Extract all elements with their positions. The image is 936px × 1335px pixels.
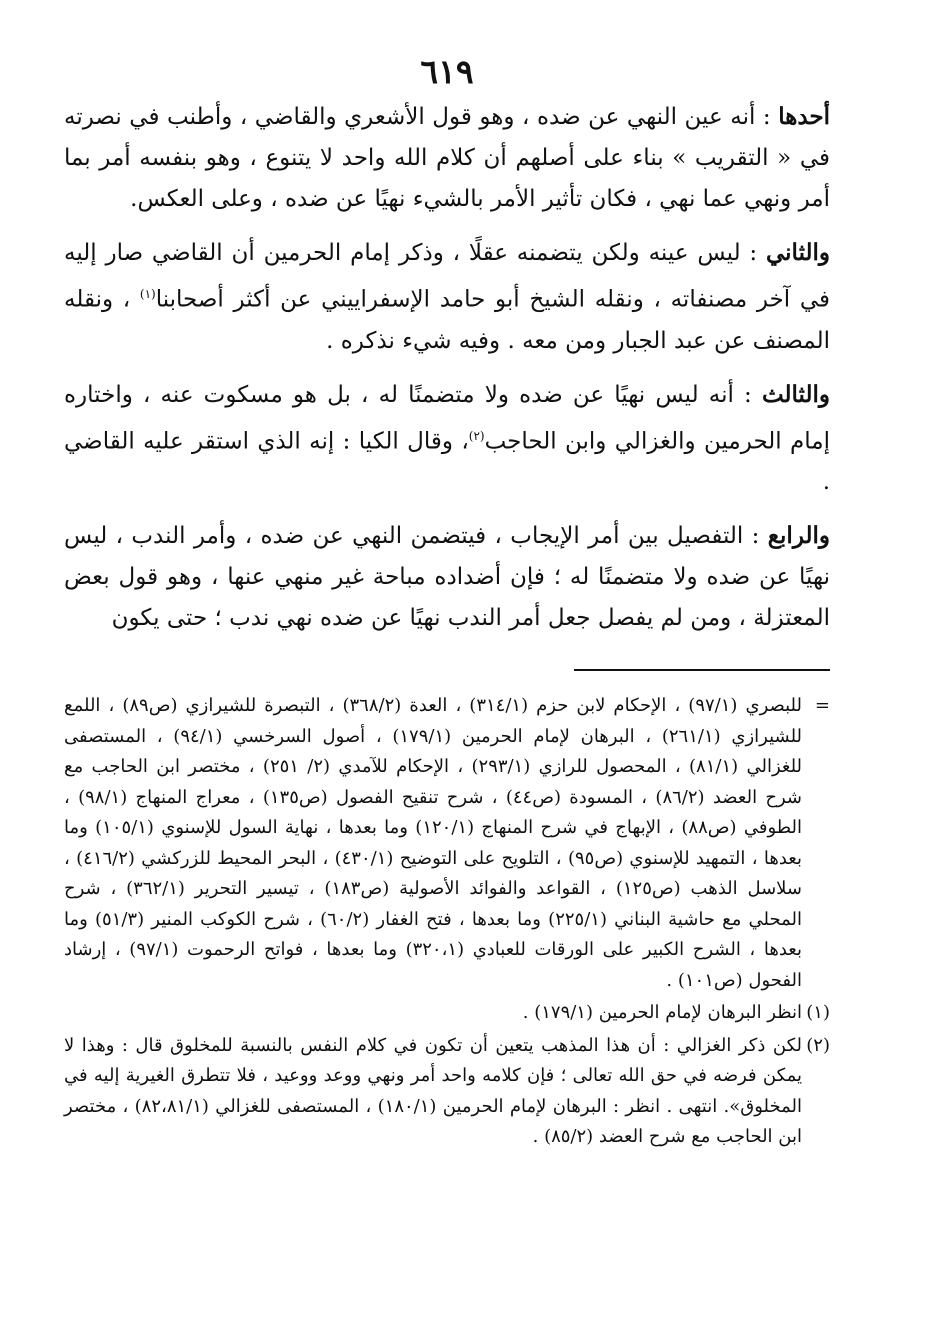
footnotes xyxy=(64,691,830,1153)
paragraph-text: : أنه ليس نهيًا عن ضده ولا متضمنًا له ، بل هو مسكوت عنه ، واختاره إمام الحرمين والغزالي وابن الحاجب xyxy=(64,381,830,455)
paragraph-first-opinion xyxy=(64,96,830,220)
paragraph-fourth-opinion xyxy=(64,515,830,639)
footnote-ref: (١) xyxy=(139,287,156,301)
footnote-text: انظر البرهان لإمام الحرمين (١٧٩/١) . xyxy=(522,1002,802,1024)
paragraph-text: : ليس عينه ولكن يتضمنه عقلًا ، وذكر إمام الحرمين أن القاضي صار إليه في آخر مصنفاته ، ونقله الشيخ أبو حامد الإسفراييني عن أكثر أصحابنا xyxy=(64,240,830,313)
page-number: ٦١٩ xyxy=(420,52,474,91)
footnote-mark: = xyxy=(814,695,830,717)
footnote-text: لكن ذكر الغزالي : أن هذا المذهب يتعين أن تكون في كلام النفس بالنسبة للمخلوق قال : وهذا لا يمكن فرضه في حق الله تعالى ؛ فإن كلامه واحد أمر ونهي ووعد ووعيد ، فلا تتطرق الغيرية إليه في المخلوق». انتهى . انظر : البرهان لإمام الحرمين (١٨٠/١) ، المستصفى للغزالي (٨٢،٨١/١) ، مختصر ابن الحاجب مع شرح العضد (٨٥/٢) . xyxy=(64,1034,802,1148)
footnote-mark: (١) xyxy=(806,1002,830,1024)
paragraph-lead: والرابع xyxy=(767,522,831,550)
paragraph-text-continued: ، ونقله المصنف عن عبد الجبار ومن معه . وفيه شيء نذكره . xyxy=(64,286,830,354)
footnote-divider xyxy=(574,669,830,671)
paragraph-text-continued: ، وقال الكيا : إنه الذي استقر عليه القاضي . xyxy=(64,428,830,496)
paragraph-text: : أنه عين النهي عن ضده ، وهو قول الأشعري والقاضي ، وأطنب في نصرته في « التقريب » بناء على أصلهم أن كلام الله واحد لا يتنوع ، وهو بنفسه أمر بما أمر ونهي عما نهي ، فكان تأثير الأمر بالشيء نهيًا عن ضده ، وعلى العكس. xyxy=(64,104,830,212)
footnote-ref: (٢) xyxy=(468,428,485,443)
footnote-1 xyxy=(64,998,830,1029)
paragraph-lead: والثالث xyxy=(761,380,830,408)
paragraph-third-opinion xyxy=(64,374,830,504)
paragraph-second-opinion xyxy=(64,232,830,362)
footnote-text: للبصري (٩٧/١) ، الإحكام لابن حزم (٣١٤/١) ، العدة (٣٦٨/٢) ، التبصرة للشيرازي (ص٨٩) ، اللمع للشيرازي (٢٦١/١) ، البرهان لإمام الحرمين (١٧٩/١) ، أصول السرخسي (٩٤/١) ، المستصفى للغزالي (٨١/١) ، المحصول للرازي (٢٩٣/١) ، الإحكام للآمدي (٢/ ٢٥١) ، مختصر ابن الحاجب مع شرح العضد (٨٦/٢) ، المسودة (ص٤٤) ، شرح تنقيح الفصول (ص١٣٥) ، معراج المنهاج (٩٨/١) ، الطوفي (ص٨٨) ، الإبهاج في شرح المنهاج (١٢٠/١) وما بعدها ، نهاية السول للإسنوي (١٠٥/١) وما بعدها ، التمهيد للإسنوي (ص٩٥) ، التلويح على التوضيح (٤٣٠/١) ، البحر المحيط للزركشي (٤١٦/٢) ، سلاسل الذهب (ص١٢٥) ، القواعد والفوائد الأصولية (ص١٨٣) ، تيسير التحرير (٣٦٢/١) ، شرح المحلي مع حاشية البناني (٢٢٥/١) وما بعدها ، فتح الغفار (٦٠/٢) ، شرح الكوكب المنير (٥١/٣) وما بعدها ، الشرح الكبير على الورقات للعبادي (٣٢٠،١) وما بعدها ، فواتح الرحموت (٩٧/١) ، إرشاد الفحول (ص١٠١) . xyxy=(64,695,803,991)
paragraph-lead: أحدها xyxy=(778,103,831,130)
footnote-2 xyxy=(64,1031,830,1153)
paragraph-text: : التفصيل بين أمر الإيجاب ، فيتضمن النهي عن ضده ، وأمر الندب ، ليس نهيًا عن ضده ولا متضمنًا له ؛ فإن أضداده مباحة غير منهي عنها ، وهو قول بعض المعتزلة ، ومن لم يفصل جعل أمر الندب نهيًا عن ضده نهي ندب ؛ حتى يكون xyxy=(64,523,830,632)
paragraph-lead: والثاني xyxy=(765,239,831,266)
footnote-mark: (٢) xyxy=(806,1034,830,1056)
footnote-continuation xyxy=(64,691,830,996)
